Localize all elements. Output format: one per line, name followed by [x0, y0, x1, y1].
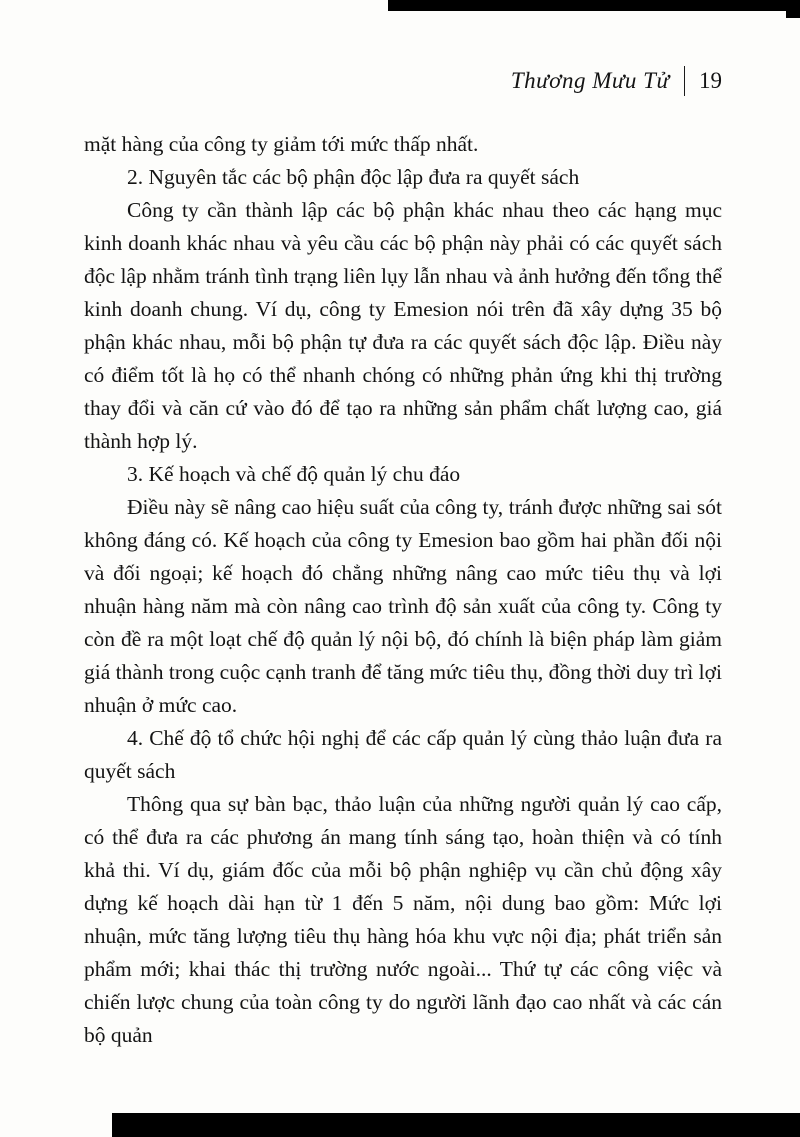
- scan-artifact-bottom-bar: [112, 1113, 800, 1137]
- scan-artifact-top-bar: [388, 0, 792, 11]
- page-text-block: [84, 128, 722, 1052]
- scan-artifact-top-right: [786, 0, 800, 18]
- section-heading-4: 4. Chế độ tổ chức hội nghị để các cấp quản lý cùng thảo luận đưa ra quyết sách: [84, 726, 722, 783]
- paragraph: Công ty cần thành lập các bộ phận khác nhau theo các hạng mục kinh doanh khác nhau và yêu cầu các bộ phận này phải có các quyết sách độc lập nhằm tránh tình trạng liên lụy lẫn nhau và ảnh hưởng đến tổng thể kinh doanh chung. Ví dụ, công ty Emesion nói trên đã xây dựng 35 bộ phận khác nhau, mỗi bộ phận tự đưa ra các quyết sách độc lập. Điều này có điểm tốt là họ có thể nhanh chóng có những phản ứng khi thị trường thay đổi và căn cứ vào đó để tạo ra những sản phẩm chất lượng cao, giá thành hợp lý.: [84, 198, 722, 453]
- running-head-divider: [684, 66, 686, 96]
- running-head: [511, 66, 722, 96]
- paragraph: Thông qua sự bàn bạc, thảo luận của những người quản lý cao cấp, có thể đưa ra các phương án mang tính sáng tạo, hoàn thiện và có tính khả thi. Ví dụ, giám đốc của mỗi bộ phận nghiệp vụ cần chủ động xây dựng kế hoạch dài hạn từ 1 đến 5 năm, nội dung bao gồm: Mức lợi nhuận, mức tăng lượng tiêu thụ hàng hóa khu vực nội địa; phát triển sản phẩm mới; khai thác thị trường nước ngoài... Thứ tự các công việc và chiến lược chung của toàn công ty do người lãnh đạo cao nhất và các cán bộ quản: [84, 792, 722, 1047]
- section-heading-3: 3. Kế hoạch và chế độ quản lý chu đáo: [127, 462, 461, 486]
- section-heading-2: 2. Nguyên tắc các bộ phận độc lập đưa ra quyết sách: [127, 165, 580, 189]
- page-number: 19: [699, 68, 722, 93]
- book-title: Thương Mưu Tử: [510, 68, 670, 93]
- paragraph: Điều này sẽ nâng cao hiệu suất của công ty, tránh được những sai sót không đáng có. Kế hoạch của công ty Emesion bao gồm hai phần đối nội và đối ngoại; kế hoạch đó chẳng những nâng cao mức tiêu thụ và lợi nhuận hàng năm mà còn nâng cao trình độ sản xuất của công ty. Công ty còn đề ra một loạt chế độ quản lý nội bộ, đó chính là biện pháp làm giảm giá thành trong cuộc cạnh tranh để tăng mức tiêu thụ, đồng thời duy trì lợi nhuận ở mức cao.: [84, 495, 722, 717]
- paragraph-continuation: mặt hàng của công ty giảm tới mức thấp nhất.: [84, 132, 479, 156]
